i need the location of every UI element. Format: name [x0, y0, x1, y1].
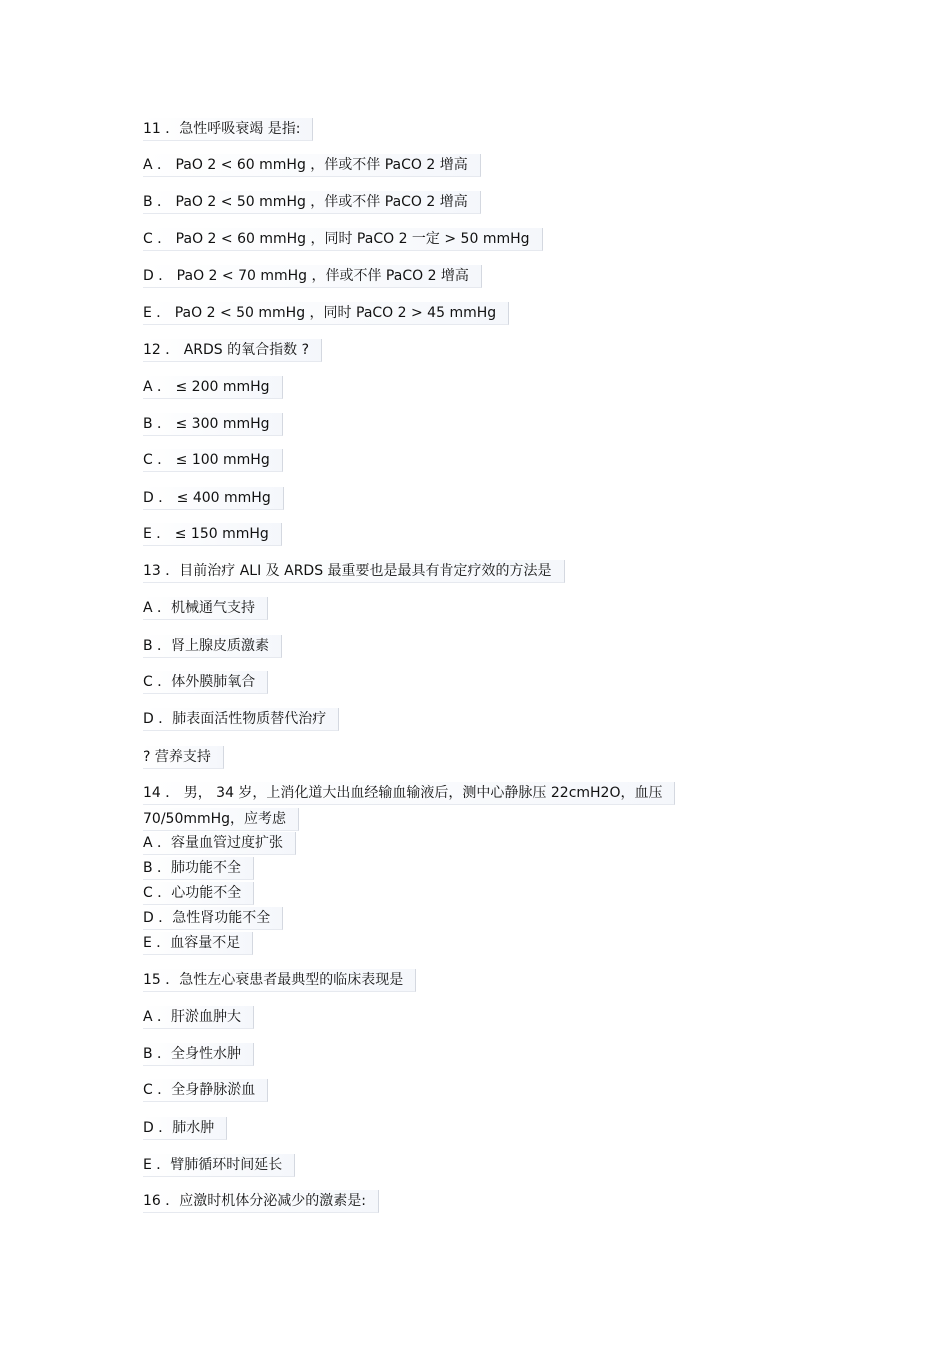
q13-option-c: C ．体外膜肺氧合 — [143, 671, 268, 694]
q14-option-d: D ．急性肾功能不全 — [143, 907, 283, 930]
q15-option-c: C ．全身静脉淤血 — [143, 1079, 268, 1102]
q15-option-a: A ．肝淤血肿大 — [143, 1006, 254, 1029]
q13-option-b: B ．肾上腺皮质激素 — [143, 635, 282, 658]
q12-option-c: C ． ≤ 100 mmHg — [143, 449, 283, 472]
q16-stem: 16 ．应激时机体分泌减少的激素是: — [143, 1190, 379, 1213]
q11-stem: 11 ．急性呼吸衰竭 是指: — [143, 118, 313, 141]
q13-option-a: A ．机械通气支持 — [143, 597, 268, 620]
q15-option-e: E ．臂肺循环时间延长 — [143, 1154, 295, 1177]
q14-option-a: A ．容量血管过度扩张 — [143, 832, 296, 855]
q11-option-c: C ． PaO 2 < 60 mmHg ，同时 PaCO 2 一定 > 50 mmHg — [143, 228, 543, 251]
q14-option-b: B ．肺功能不全 — [143, 857, 254, 880]
q13-option-e: ? 营养支持 — [143, 746, 224, 769]
q12-stem: 12 ． ARDS 的氧合指数 ? — [143, 339, 322, 362]
q13-option-d: D ．肺表面活性物质替代治疗 — [143, 708, 339, 731]
q12-option-a: A ． ≤ 200 mmHg — [143, 376, 283, 399]
q11-option-d: D ． PaO 2 < 70 mmHg ，伴或不伴 PaCO 2 增高 — [143, 265, 482, 288]
q12-option-d: D ． ≤ 400 mmHg — [143, 487, 284, 510]
q15-stem: 15 ．急性左心衰患者最典型的临床表现是 — [143, 969, 416, 992]
q13-stem: 13 ．目前治疗 ALI 及 ARDS 最重要也是最具有肯定疗效的方法是 — [143, 560, 565, 583]
q11-option-e: E ． PaO 2 < 50 mmHg ，同时 PaCO 2 > 45 mmHg — [143, 302, 509, 325]
q14-stem-line-1: 14 ． 男， 34 岁，上消化道大出血经输血输液后，测中心静脉压 22cmH2O，血压 — [143, 782, 675, 805]
q11-option-b: B ． PaO 2 < 50 mmHg ，伴或不伴 PaCO 2 增高 — [143, 191, 481, 214]
q14-stem-line-2: 70/50mmHg，应考虑 — [143, 808, 299, 831]
q12-option-e: E ． ≤ 150 mmHg — [143, 523, 282, 546]
q15-option-d: D ．肺水肿 — [143, 1117, 227, 1140]
q11-option-a: A ． PaO 2 < 60 mmHg ，伴或不伴 PaCO 2 增高 — [143, 154, 481, 177]
q15-option-b: B ．全身性水肿 — [143, 1043, 254, 1066]
q14-option-c: C ．心功能不全 — [143, 882, 254, 905]
q14-option-e: E ．血容量不足 — [143, 932, 253, 955]
q12-option-b: B ． ≤ 300 mmHg — [143, 413, 283, 436]
